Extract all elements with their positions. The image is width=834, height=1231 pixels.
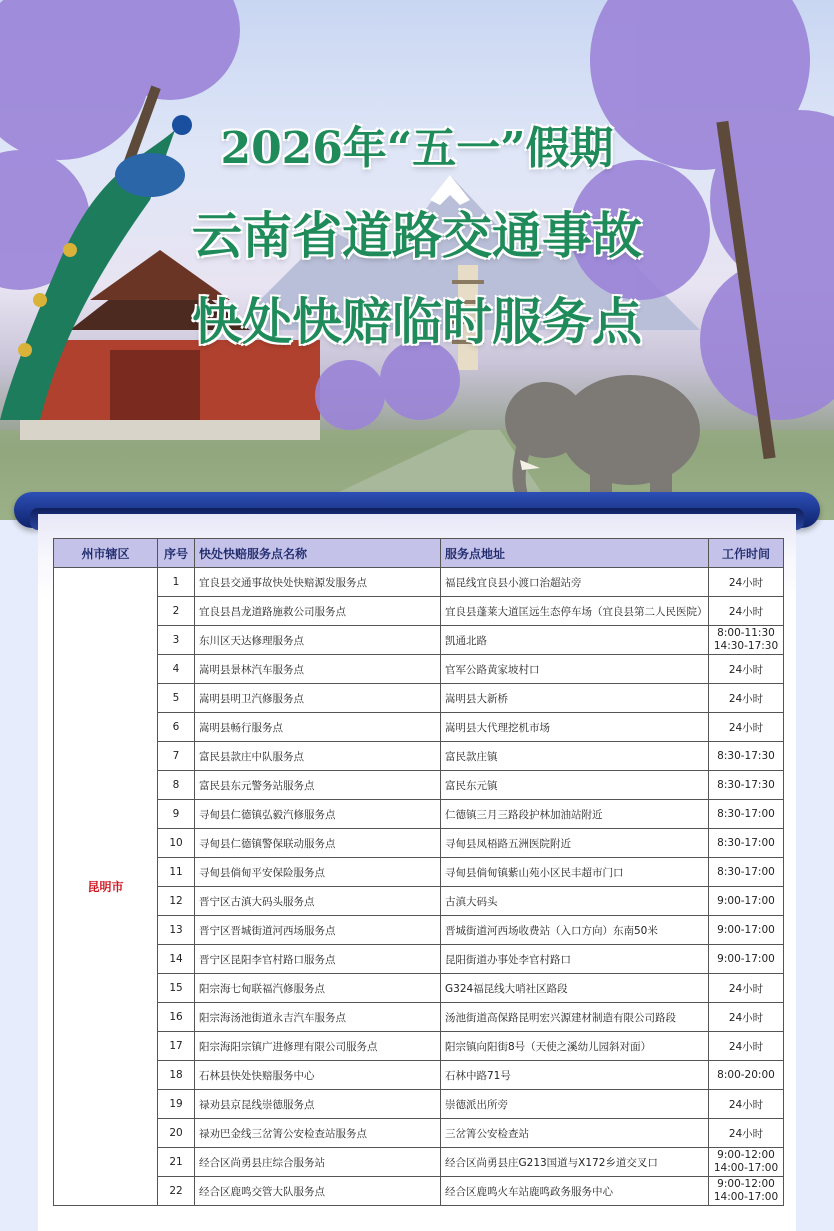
- working-hours: 24小时: [709, 1003, 784, 1032]
- row-number: 1: [158, 568, 195, 597]
- service-point-name: 阳宗海七甸联福汽修服务点: [195, 974, 441, 1003]
- row-number: 13: [158, 916, 195, 945]
- service-point-address: 汤池街道高保路昆明宏兴源建材制造有限公司路段: [441, 1003, 709, 1032]
- table-header-row: [54, 539, 784, 568]
- service-point-name: 宜良县昌龙道路施救公司服务点: [195, 597, 441, 626]
- working-hours: 24小时: [709, 1032, 784, 1061]
- row-number: 16: [158, 1003, 195, 1032]
- table-row: [54, 916, 784, 945]
- table-row: [54, 742, 784, 771]
- hero-banner: [0, 0, 834, 520]
- working-hours-line: 9:00-12:00: [717, 1149, 775, 1161]
- working-hours: 8:30-17:30: [709, 742, 784, 771]
- working-hours: [709, 1148, 784, 1177]
- working-hours: 24小时: [709, 684, 784, 713]
- table-row: [54, 829, 784, 858]
- service-point-name: 晋宁区昆阳李官村路口服务点: [195, 945, 441, 974]
- row-number: 6: [158, 713, 195, 742]
- service-point-address: 官军公路黄家坡村口: [441, 655, 709, 684]
- working-hours: 24小时: [709, 1119, 784, 1148]
- row-number: 11: [158, 858, 195, 887]
- working-hours: 24小时: [709, 655, 784, 684]
- row-number: 19: [158, 1090, 195, 1119]
- row-number: 8: [158, 771, 195, 800]
- table-body: [54, 568, 784, 1206]
- row-number: 12: [158, 887, 195, 916]
- service-point-name: 阳宗海汤池街道永吉汽车服务点: [195, 1003, 441, 1032]
- service-point-address: 崇德派出所旁: [441, 1090, 709, 1119]
- table-row: [54, 1090, 784, 1119]
- service-point-address: 经合区鹿鸣火车站鹿鸣政务服务中心: [441, 1177, 709, 1206]
- table-row: [54, 684, 784, 713]
- column-header-district: 州市辖区: [54, 539, 158, 568]
- table-row: [54, 568, 784, 597]
- working-hours: 8:30-17:00: [709, 800, 784, 829]
- service-point-address: 仁德镇三月三路段护林加油站附近: [441, 800, 709, 829]
- service-point-address: 古滇大码头: [441, 887, 709, 916]
- table-row: [54, 1148, 784, 1177]
- table-row: [54, 887, 784, 916]
- row-number: 22: [158, 1177, 195, 1206]
- working-hours: 24小时: [709, 597, 784, 626]
- table-row: [54, 945, 784, 974]
- column-header-number: 序号: [158, 539, 195, 568]
- service-point-name: 富民县款庄中队服务点: [195, 742, 441, 771]
- row-number: 15: [158, 974, 195, 1003]
- service-point-name: 富民县东元警务站服务点: [195, 771, 441, 800]
- service-point-address: 阳宗镇向阳街8号（天使之溪幼儿园斜对面）: [441, 1032, 709, 1061]
- service-point-address: 凯通北路: [441, 626, 709, 655]
- row-number: 17: [158, 1032, 195, 1061]
- table-row: [54, 655, 784, 684]
- table-row: [54, 1119, 784, 1148]
- service-point-address: 经合区尚勇县庄G213国道与X172乡道交叉口: [441, 1148, 709, 1177]
- service-point-address: 昆阳街道办事处李官村路口: [441, 945, 709, 974]
- table-row: [54, 858, 784, 887]
- working-hours-line: 14:00-17:00: [713, 1162, 779, 1174]
- working-hours-line: 9:00-12:00: [717, 1178, 775, 1190]
- service-point-name: 寻甸县仁德镇警保联动服务点: [195, 829, 441, 858]
- service-point-name: 宜良县交通事故快处快赔源发服务点: [195, 568, 441, 597]
- table-row: [54, 713, 784, 742]
- service-point-name: 嵩明县景林汽车服务点: [195, 655, 441, 684]
- service-point-name: 嵩明县畅行服务点: [195, 713, 441, 742]
- table-row: [54, 800, 784, 829]
- working-hours: 9:00-17:00: [709, 916, 784, 945]
- working-hours: 24小时: [709, 713, 784, 742]
- district-cell: 昆明市: [54, 568, 158, 1206]
- row-number: 18: [158, 1061, 195, 1090]
- service-point-address: 寻甸县凤梧路五洲医院附近: [441, 829, 709, 858]
- table-row: [54, 1003, 784, 1032]
- row-number: 5: [158, 684, 195, 713]
- service-point-address: 石林中路71号: [441, 1061, 709, 1090]
- column-header-name: 快处快赔服务点名称: [195, 539, 441, 568]
- service-point-name: 嵩明县明卫汽修服务点: [195, 684, 441, 713]
- service-point-address: 寻甸县倘甸镇紫山苑小区民丰超市门口: [441, 858, 709, 887]
- working-hours: 8:00-20:00: [709, 1061, 784, 1090]
- service-point-address: 三岔箐公安检查站: [441, 1119, 709, 1148]
- row-number: 4: [158, 655, 195, 684]
- service-point-address: 富民款庄镇: [441, 742, 709, 771]
- working-hours: 8:30-17:00: [709, 858, 784, 887]
- service-point-name: 经合区尚勇县庄综合服务站: [195, 1148, 441, 1177]
- row-number: 14: [158, 945, 195, 974]
- service-point-name: 禄劝县京昆线崇德服务点: [195, 1090, 441, 1119]
- working-hours: 9:00-17:00: [709, 945, 784, 974]
- table-row: [54, 1032, 784, 1061]
- service-point-address: 嵩明县大代理挖机市场: [441, 713, 709, 742]
- working-hours: [709, 1177, 784, 1206]
- row-number: 10: [158, 829, 195, 858]
- service-point-address: 富民东元镇: [441, 771, 709, 800]
- service-point-name: 东川区天达修理服务点: [195, 626, 441, 655]
- service-points-table: [53, 538, 784, 1206]
- row-number: 21: [158, 1148, 195, 1177]
- table-row: [54, 1061, 784, 1090]
- table-row: [54, 974, 784, 1003]
- service-point-address: G324福昆线大哨社区路段: [441, 974, 709, 1003]
- column-header-address: 服务点地址: [441, 539, 709, 568]
- table-row: [54, 771, 784, 800]
- working-hours: 8:30-17:30: [709, 771, 784, 800]
- service-point-name: 寻甸县倘甸平安保险服务点: [195, 858, 441, 887]
- row-number: 20: [158, 1119, 195, 1148]
- service-point-address: 宜良县蓬莱大道匡远生态停车场（宜良县第二人民医院）: [441, 597, 709, 626]
- table-row: [54, 1177, 784, 1206]
- row-number: 7: [158, 742, 195, 771]
- working-hours: 9:00-17:00: [709, 887, 784, 916]
- working-hours: 24小时: [709, 1090, 784, 1119]
- service-point-name: 禄劝巴金线三岔箐公安检查站服务点: [195, 1119, 441, 1148]
- service-point-name: 晋宁区晋城街道河西场服务点: [195, 916, 441, 945]
- service-point-name: 晋宁区古滇大码头服务点: [195, 887, 441, 916]
- working-hours: [709, 626, 784, 655]
- service-point-name: 阳宗海阳宗镇广进修理有限公司服务点: [195, 1032, 441, 1061]
- title-line-1: 2026年“五一”假期: [220, 123, 614, 174]
- title-line-2: 云南省道路交通事故: [192, 206, 642, 265]
- working-hours-line: 8:00-11:30: [717, 627, 775, 639]
- service-point-address: 福昆线宜良县小渡口治超站旁: [441, 568, 709, 597]
- working-hours-line: 14:30-17:30: [713, 640, 779, 652]
- service-point-name: 经合区鹿鸣交管大队服务点: [195, 1177, 441, 1206]
- row-number: 2: [158, 597, 195, 626]
- table-row: [54, 626, 784, 655]
- service-point-address: 晋城街道河西场收费站（入口方向）东南50米: [441, 916, 709, 945]
- row-number: 3: [158, 626, 195, 655]
- column-header-hours: 工作时间: [709, 539, 784, 568]
- service-point-name: 石林县快处快赔服务中心: [195, 1061, 441, 1090]
- service-point-address: 嵩明县大新桥: [441, 684, 709, 713]
- service-point-name: 寻甸县仁德镇弘毅汽修服务点: [195, 800, 441, 829]
- working-hours: 24小时: [709, 568, 784, 597]
- table-row: [54, 597, 784, 626]
- title-line-3: 快处快赔临时服务点: [192, 292, 642, 351]
- row-number: 9: [158, 800, 195, 829]
- working-hours: 24小时: [709, 974, 784, 1003]
- working-hours: 8:30-17:00: [709, 829, 784, 858]
- working-hours-line: 14:00-17:00: [713, 1191, 779, 1203]
